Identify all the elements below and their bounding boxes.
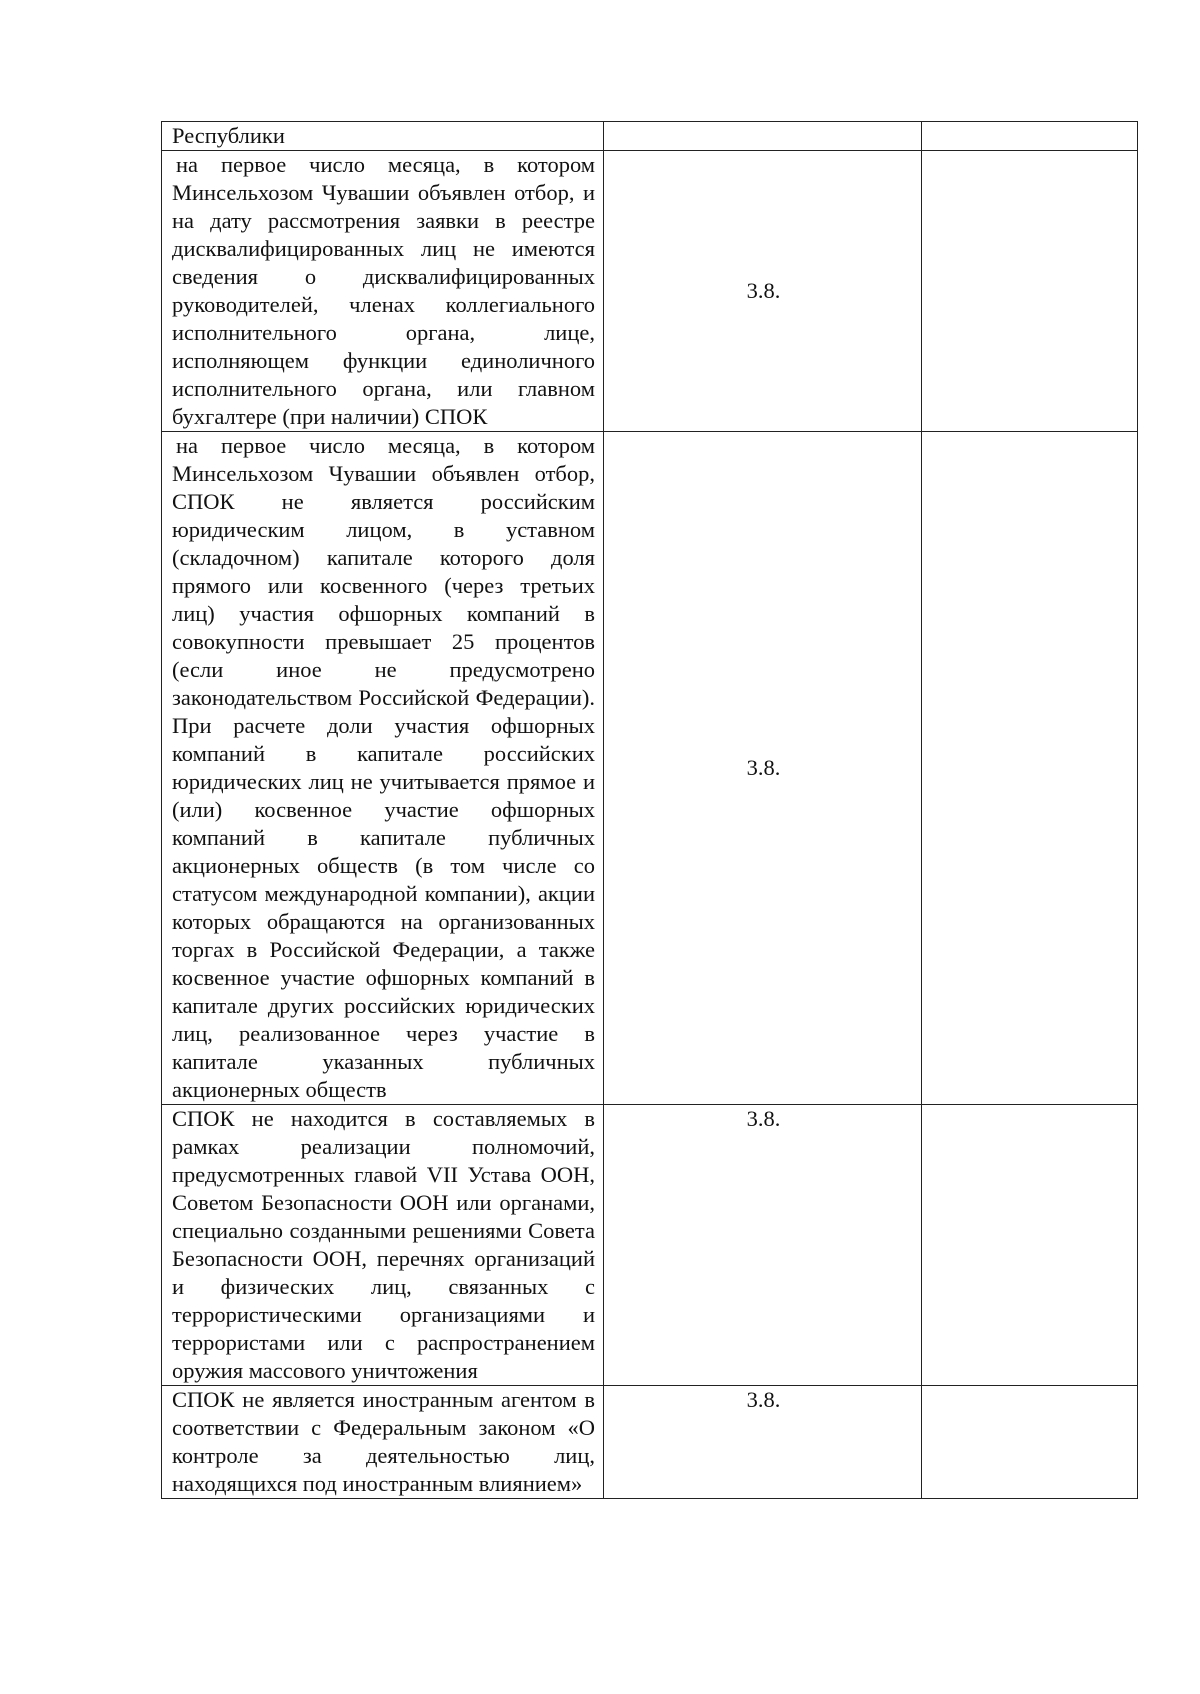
- table-row: [162, 122, 1138, 151]
- requirement-text: на первое число месяца, в котором Минсельхозом Чувашии объявлен отбор, и на дату рассмотрения заявки в реестре дисквалифицированных лиц не имеются сведения о дисквалифицированных руководителей, членах коллегиального исполнительного органа, лице, исполняющем функции единоличного исполнительного органа, или главном бухгалтере (при наличии) СПОК: [162, 151, 604, 432]
- table-row: [162, 432, 1138, 1105]
- empty-cell: [922, 151, 1138, 432]
- empty-cell: [922, 1386, 1138, 1499]
- empty-cell: [922, 122, 1138, 151]
- clause-number: 3.8.: [604, 151, 922, 432]
- table-row: [162, 151, 1138, 432]
- empty-cell: [922, 1105, 1138, 1386]
- clause-number: [604, 122, 922, 151]
- clause-number: 3.8.: [604, 432, 922, 1105]
- requirement-text: Республики: [162, 122, 604, 151]
- requirement-text: СПОК не является иностранным агентом в соответствии с Федеральным законом «О контроле за деятельностью лиц, находящихся под иностранным влиянием»: [162, 1386, 604, 1499]
- requirement-text: СПОК не находится в составляемых в рамках реализации полномочий, предусмотренных главой VII Устава ООН, Советом Безопасности ООН или органами, специально созданными решениями Совета Безопасности ООН, перечнях организаций и физических лиц, связанных с террористическими организациями и террористами или с распространением оружия массового уничтожения: [162, 1105, 604, 1386]
- requirement-text: на первое число месяца, в котором Минсельхозом Чувашии объявлен отбор, СПОК не является российским юридическим лицом, в уставном (складочном) капитале которого доля прямого или косвенного (через третьих лиц) участия офшорных компаний в совокупности превышает 25 процентов (если иное не предусмотрено законодательством Российской Федерации). При расчете доли участия офшорных компаний в капитале российских юридических лиц не учитывается прямое и (или) косвенное участие офшорных компаний в капитале публичных акционерных обществ (в том числе со статусом международной компании), акции которых обращаются на организованных торгах в Российской Федерации, а также косвенное участие офшорных компаний в капитале других российских юридических лиц, реализованное через участие в капитале указанных публичных акционерных обществ: [162, 432, 604, 1105]
- table-row: [162, 1105, 1138, 1386]
- empty-cell: [922, 432, 1138, 1105]
- clause-number: 3.8.: [604, 1386, 922, 1499]
- requirements-table: [161, 121, 1138, 1499]
- table-row: [162, 1386, 1138, 1499]
- clause-number: 3.8.: [604, 1105, 922, 1386]
